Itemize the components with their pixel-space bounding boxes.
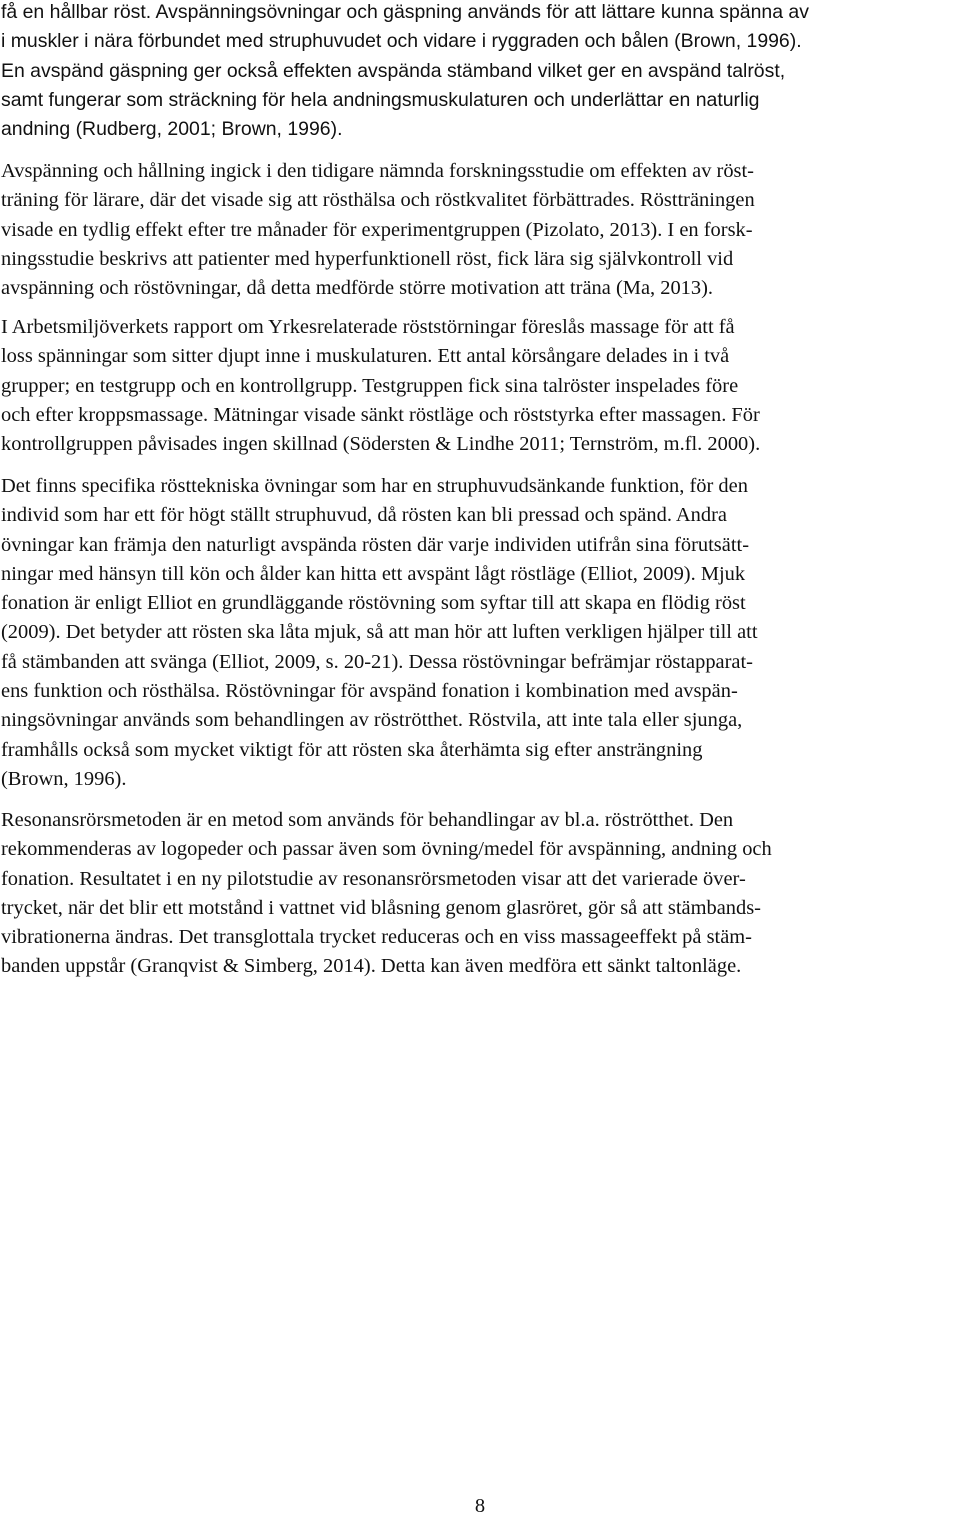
text-line: fonation är enligt Elliot en grundläggande röstövning som syftar till att skapa en flödig röst	[1, 592, 746, 615]
text-line: få stämbanden att svänga (Elliot, 2009, s. 20-21). Dessa röstövningar befrämjar röstapparat-	[1, 650, 753, 673]
text-line: vibrationerna ändras. Det transglottala trycket reduceras och en viss massageeffekt på stäm-	[1, 926, 752, 949]
text-line: (2009). Det betyder att rösten ska låta mjuk, så att man hör att luften verkligen hjälper till att	[1, 621, 758, 644]
text-line: rekommenderas av logopeder och passar även som övning/medel för avspänning, andning och	[1, 838, 772, 861]
text-line: individ som har ett för högt ställt struphuvud, då rösten kan bli pressad och spänd. Andra	[1, 504, 727, 527]
paragraph-posture-study	[1, 157, 959, 303]
paragraph-voice-technique	[1, 472, 959, 794]
text-line: övningar kan främja den naturligt avspända rösten där varje individen utifrån sina förutsätt-	[1, 533, 749, 556]
text-line: En avspänd gäspning ger också effekten avspända stämband vilket ger en avspänd talröst,	[1, 59, 786, 82]
text-line: avspänning och röstövningar, då detta medförde större motivation att träna (Ma, 2013).	[1, 277, 714, 300]
text-line: ens funktion och rösthälsa. Röstövningar för avspänd fonation i kombination med avspän-	[1, 680, 738, 703]
paragraph-resonance-tube	[1, 806, 959, 982]
text-line: i muskler i nära förbundet med struphuvudet och vidare i ryggraden och bålen (Brown, 1996).	[1, 30, 802, 53]
text-line: få en hållbar röst. Avspänningsövningar och gäspning används för att lättare kunna spänna av	[1, 1, 809, 23]
page-number: 8	[474, 1495, 486, 1517]
text-line: träning för lärare, där det visade sig att rösthälsa och röstkvalitet förbättrades. Röstträningen	[1, 189, 755, 212]
text-line: grupper; en testgrupp och en kontrollgrupp. Testgruppen fick sina talröster inspelades före	[1, 374, 739, 397]
text-line: Avspänning och hållning ingick i den tidigare nämnda forskningsstudie om effekten av röst-	[1, 160, 754, 182]
text-line: framhålls också som mycket viktigt för att rösten ska återhämta sig efter ansträngning	[1, 738, 703, 761]
text-line: andning (Rudberg, 2001; Brown, 1996).	[1, 118, 343, 141]
text-line: samt fungerar som sträckning för hela andningsmuskulaturen och underlättar en naturlig	[1, 88, 760, 111]
text-line: Det finns specifika rösttekniska övningar som har en struphuvudsänkande funktion, för den	[1, 475, 748, 497]
text-line: fonation. Resultatet i en ny pilotstudie av resonansrörsmetoden visar att det varierade över-	[1, 867, 746, 890]
text-line: kontrollgruppen påvisades ingen skillnad (Södersten & Lindhe 2011; Ternström, m.fl. 2000).	[1, 433, 761, 456]
text-line: ningsstudie beskrivs att patienter med hyperfunktionell röst, fick lära sig självkontroll vid	[1, 247, 734, 270]
text-line: banden uppstår (Granqvist & Simberg, 2014). Detta kan även medföra ett sänkt taltonläge.	[1, 955, 742, 978]
text-line: (Brown, 1996).	[1, 767, 127, 790]
text-line: och efter kroppsmassage. Mätningar visade sänkt röstläge och röststyrka efter massagen. För	[1, 403, 760, 426]
text-line: Resonansrörsmetoden är en metod som används för behandlingar av bl.a. röströtthet. Den	[1, 809, 734, 831]
paragraph-relaxation-exercises	[1, 0, 959, 144]
text-line: trycket, när det blir ett motstånd i vattnet vid blåsning genom glasröret, gör så att stämbands-	[1, 896, 761, 919]
text-line: I Arbetsmiljöverkets rapport om Yrkesrelaterade röststörningar föreslås massage för att få	[1, 316, 735, 338]
text-line: ningar med hänsyn till kön och ålder kan hitta ett avspänt lågt röstläge (Elliot, 2009). Mjuk	[1, 562, 746, 585]
paragraph-massage-report	[1, 313, 959, 459]
text-line: ningsövningar används som behandlingen av röströtthet. Röstvila, att inte tala eller sjunga,	[1, 709, 743, 732]
text-line: loss spänningar som sitter djupt inne i muskulaturen. Ett antal körsångare delades in i två	[1, 345, 730, 368]
text-line: visade en tydlig effekt efter tre månader för experimentgruppen (Pizolato, 2013). I en forsk-	[1, 218, 753, 241]
